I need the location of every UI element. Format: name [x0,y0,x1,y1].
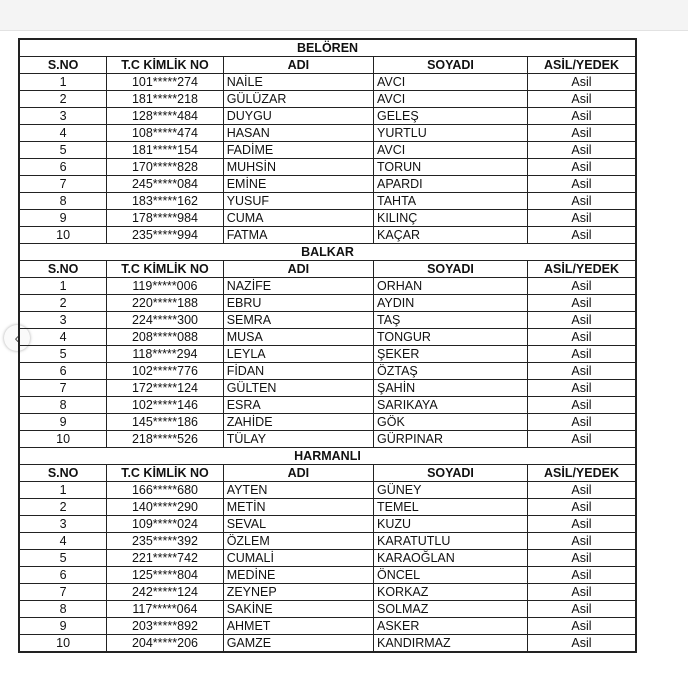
column-header-asil-yedek: ASİL/YEDEK [527,261,636,278]
cell-sno: 6 [19,567,107,584]
cell-sno: 7 [19,584,107,601]
cell-tc-kimlik-no: 242*****124 [107,584,223,601]
cell-adi: FATMA [223,227,373,244]
table-row [19,550,636,567]
cell-adi: GÜLÜZAR [223,91,373,108]
chevron-left-icon: ‹ [14,329,20,347]
cell-sno: 1 [19,482,107,499]
cell-asil-yedek: Asil [527,363,636,380]
cell-tc-kimlik-no: 218*****526 [107,431,223,448]
table-row [19,533,636,550]
column-header-adi: ADI [223,57,373,74]
table-row [19,176,636,193]
cell-soyadi: YURTLU [374,125,528,142]
cell-asil-yedek: Asil [527,635,636,653]
table-row [19,295,636,312]
cell-tc-kimlik-no: 183*****162 [107,193,223,210]
table-row [19,108,636,125]
cell-tc-kimlik-no: 128*****484 [107,108,223,125]
cell-sno: 9 [19,210,107,227]
cell-adi: GÜLTEN [223,380,373,397]
column-header-tc: T.C KİMLİK NO [107,57,223,74]
cell-sno: 3 [19,312,107,329]
column-header-sno: S.NO [19,57,107,74]
cell-adi: METİN [223,499,373,516]
cell-tc-kimlik-no: 224*****300 [107,312,223,329]
cell-adi: AHMET [223,618,373,635]
cell-tc-kimlik-no: 109*****024 [107,516,223,533]
table-row [19,193,636,210]
cell-soyadi: KARAOĞLAN [374,550,528,567]
cell-tc-kimlik-no: 166*****680 [107,482,223,499]
cell-adi: NAZİFE [223,278,373,295]
cell-tc-kimlik-no: 181*****218 [107,91,223,108]
cell-soyadi: TEMEL [374,499,528,516]
cell-asil-yedek: Asil [527,482,636,499]
cell-sno: 3 [19,108,107,125]
cell-adi: YUSUF [223,193,373,210]
cell-soyadi: GÜNEY [374,482,528,499]
cell-asil-yedek: Asil [527,74,636,91]
cell-sno: 4 [19,533,107,550]
table-row [19,567,636,584]
results-table [18,38,637,653]
table-row [19,499,636,516]
viewer-top-divider [0,30,688,31]
cell-soyadi: SARIKAYA [374,397,528,414]
table-row [19,91,636,108]
cell-sno: 3 [19,516,107,533]
column-header-tc: T.C KİMLİK NO [107,465,223,482]
table-row [19,397,636,414]
cell-asil-yedek: Asil [527,91,636,108]
table-row [19,227,636,244]
table-row [19,482,636,499]
cell-asil-yedek: Asil [527,533,636,550]
cell-adi: ESRA [223,397,373,414]
table-row [19,142,636,159]
cell-asil-yedek: Asil [527,193,636,210]
cell-soyadi: GÜRPINAR [374,431,528,448]
cell-asil-yedek: Asil [527,550,636,567]
cell-tc-kimlik-no: 172*****124 [107,380,223,397]
cell-asil-yedek: Asil [527,567,636,584]
table-row [19,380,636,397]
cell-adi: ZEYNEP [223,584,373,601]
cell-soyadi: KAÇAR [374,227,528,244]
section-title-row [19,244,636,261]
cell-asil-yedek: Asil [527,601,636,618]
cell-soyadi: ÖNCEL [374,567,528,584]
cell-asil-yedek: Asil [527,346,636,363]
cell-asil-yedek: Asil [527,584,636,601]
cell-asil-yedek: Asil [527,142,636,159]
cell-asil-yedek: Asil [527,414,636,431]
cell-asil-yedek: Asil [527,159,636,176]
column-header-asil-yedek: ASİL/YEDEK [527,465,636,482]
cell-sno: 5 [19,142,107,159]
cell-soyadi: AYDIN [374,295,528,312]
column-header-asil-yedek: ASİL/YEDEK [527,57,636,74]
table-row [19,125,636,142]
cell-sno: 2 [19,499,107,516]
cell-sno: 7 [19,380,107,397]
cell-adi: MUHSİN [223,159,373,176]
cell-adi: MEDİNE [223,567,373,584]
table-row [19,431,636,448]
cell-sno: 9 [19,414,107,431]
cell-tc-kimlik-no: 145*****186 [107,414,223,431]
cell-tc-kimlik-no: 203*****892 [107,618,223,635]
cell-soyadi: TORUN [374,159,528,176]
cell-tc-kimlik-no: 235*****994 [107,227,223,244]
cell-asil-yedek: Asil [527,380,636,397]
cell-asil-yedek: Asil [527,312,636,329]
cell-soyadi: APARDI [374,176,528,193]
cell-asil-yedek: Asil [527,397,636,414]
cell-tc-kimlik-no: 208*****088 [107,329,223,346]
cell-tc-kimlik-no: 220*****188 [107,295,223,312]
column-header-sno: S.NO [19,261,107,278]
cell-sno: 10 [19,227,107,244]
cell-sno: 2 [19,295,107,312]
cell-sno: 2 [19,91,107,108]
cell-tc-kimlik-no: 119*****006 [107,278,223,295]
cell-adi: DUYGU [223,108,373,125]
cell-soyadi: KILINÇ [374,210,528,227]
cell-adi: FADİME [223,142,373,159]
cell-adi: ÖZLEM [223,533,373,550]
cell-sno: 9 [19,618,107,635]
cell-tc-kimlik-no: 108*****474 [107,125,223,142]
cell-tc-kimlik-no: 204*****206 [107,635,223,653]
cell-soyadi: TAŞ [374,312,528,329]
cell-sno: 1 [19,74,107,91]
table-row [19,618,636,635]
cell-asil-yedek: Asil [527,295,636,312]
cell-sno: 6 [19,363,107,380]
cell-adi: GAMZE [223,635,373,653]
cell-adi: SEMRA [223,312,373,329]
cell-adi: MUSA [223,329,373,346]
table-row [19,346,636,363]
column-header-soyadi: SOYADI [374,465,528,482]
cell-adi: HASAN [223,125,373,142]
cell-adi: AYTEN [223,482,373,499]
table-row [19,312,636,329]
cell-asil-yedek: Asil [527,516,636,533]
cell-asil-yedek: Asil [527,125,636,142]
cell-sno: 1 [19,278,107,295]
cell-soyadi: SOLMAZ [374,601,528,618]
column-header-soyadi: SOYADI [374,261,528,278]
viewer-top-bar [0,0,688,30]
cell-soyadi: AVCI [374,74,528,91]
cell-tc-kimlik-no: 118*****294 [107,346,223,363]
section-title: BELÖREN [19,39,636,57]
cell-adi: CUMALİ [223,550,373,567]
cell-asil-yedek: Asil [527,499,636,516]
cell-soyadi: ASKER [374,618,528,635]
cell-soyadi: KARATUTLU [374,533,528,550]
section-title-row [19,39,636,57]
cell-sno: 6 [19,159,107,176]
table-row [19,159,636,176]
cell-sno: 8 [19,193,107,210]
column-header-adi: ADI [223,465,373,482]
cell-sno: 5 [19,550,107,567]
cell-soyadi: ÖZTAŞ [374,363,528,380]
table-row [19,635,636,653]
table-row [19,210,636,227]
cell-sno: 7 [19,176,107,193]
table-row [19,584,636,601]
cell-adi: SEVAL [223,516,373,533]
section-title: BALKAR [19,244,636,261]
cell-asil-yedek: Asil [527,278,636,295]
table-row [19,74,636,91]
cell-adi: TÜLAY [223,431,373,448]
table-row [19,363,636,380]
cell-asil-yedek: Asil [527,108,636,125]
cell-soyadi: KORKAZ [374,584,528,601]
cell-soyadi: ORHAN [374,278,528,295]
cell-adi: EBRU [223,295,373,312]
cell-asil-yedek: Asil [527,431,636,448]
cell-soyadi: ŞEKER [374,346,528,363]
cell-sno: 8 [19,397,107,414]
column-header-row [19,261,636,278]
cell-soyadi: TAHTA [374,193,528,210]
table-row [19,278,636,295]
cell-tc-kimlik-no: 140*****290 [107,499,223,516]
cell-sno: 8 [19,601,107,618]
cell-asil-yedek: Asil [527,618,636,635]
cell-tc-kimlik-no: 235*****392 [107,533,223,550]
cell-adi: NAİLE [223,74,373,91]
cell-tc-kimlik-no: 101*****274 [107,74,223,91]
cell-soyadi: KANDIRMAZ [374,635,528,653]
cell-sno: 4 [19,329,107,346]
cell-tc-kimlik-no: 181*****154 [107,142,223,159]
cell-adi: EMİNE [223,176,373,193]
table-row [19,516,636,533]
cell-sno: 10 [19,431,107,448]
cell-tc-kimlik-no: 125*****804 [107,567,223,584]
column-header-sno: S.NO [19,465,107,482]
cell-asil-yedek: Asil [527,210,636,227]
cell-tc-kimlik-no: 221*****742 [107,550,223,567]
cell-soyadi: AVCI [374,142,528,159]
table-row [19,414,636,431]
cell-sno: 5 [19,346,107,363]
column-header-soyadi: SOYADI [374,57,528,74]
cell-soyadi: GÖK [374,414,528,431]
cell-asil-yedek: Asil [527,227,636,244]
table-row [19,601,636,618]
section-title: HARMANLI [19,448,636,465]
cell-asil-yedek: Asil [527,176,636,193]
cell-sno: 4 [19,125,107,142]
column-header-adi: ADI [223,261,373,278]
cell-adi: ZAHİDE [223,414,373,431]
cell-tc-kimlik-no: 102*****146 [107,397,223,414]
section-title-row [19,448,636,465]
column-header-row [19,57,636,74]
cell-adi: CUMA [223,210,373,227]
cell-soyadi: ŞAHİN [374,380,528,397]
cell-asil-yedek: Asil [527,329,636,346]
cell-soyadi: GELEŞ [374,108,528,125]
cell-tc-kimlik-no: 178*****984 [107,210,223,227]
cell-tc-kimlik-no: 102*****776 [107,363,223,380]
cell-soyadi: KUZU [374,516,528,533]
cell-tc-kimlik-no: 117*****064 [107,601,223,618]
table-row [19,329,636,346]
cell-tc-kimlik-no: 245*****084 [107,176,223,193]
cell-soyadi: AVCI [374,91,528,108]
cell-adi: SAKİNE [223,601,373,618]
cell-soyadi: TONGUR [374,329,528,346]
cell-adi: LEYLA [223,346,373,363]
cell-adi: FİDAN [223,363,373,380]
column-header-row [19,465,636,482]
cell-sno: 10 [19,635,107,653]
column-header-tc: T.C KİMLİK NO [107,261,223,278]
cell-tc-kimlik-no: 170*****828 [107,159,223,176]
